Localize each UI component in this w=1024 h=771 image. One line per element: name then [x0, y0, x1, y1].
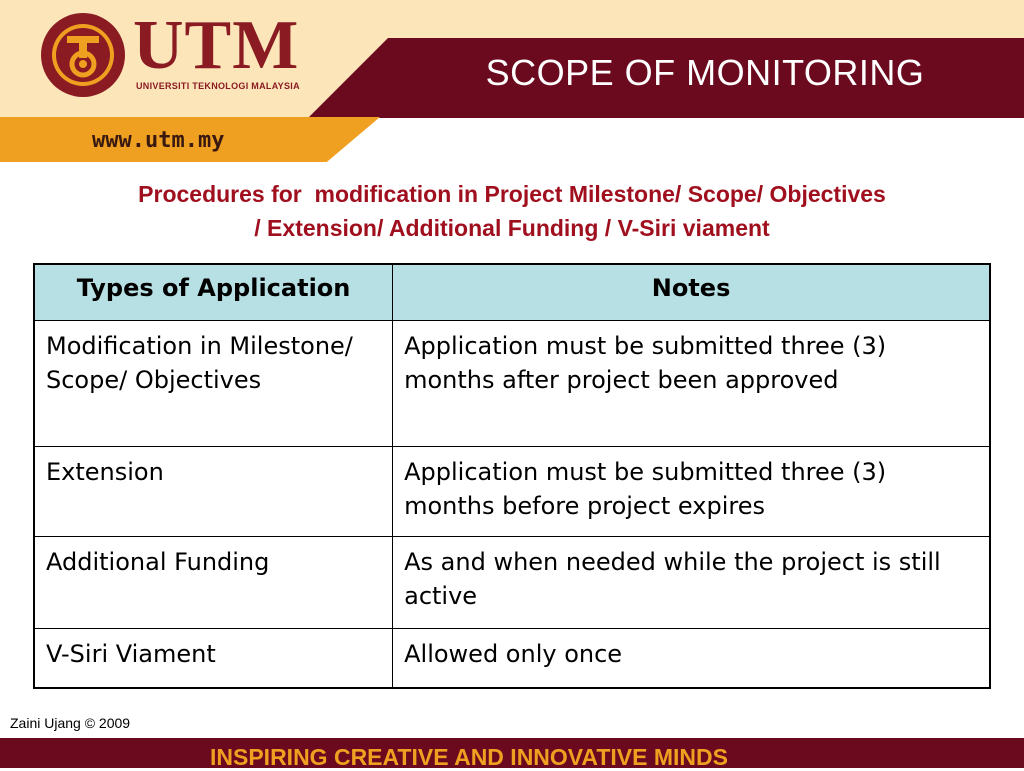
- table-row: [34, 629, 990, 688]
- procedure-heading: [30, 177, 994, 245]
- notes-cell: Application must be submitted three (3) months after project been approved: [393, 321, 990, 447]
- utm-wordmark: UTM: [133, 7, 300, 84]
- university-name: UNIVERSITI TEKNOLOGI MALAYSIA: [136, 81, 300, 91]
- author-credit: Zaini Ujang © 2009: [10, 715, 131, 731]
- table-row: [34, 537, 990, 629]
- application-type-cell: Modification in Milestone/ Scope/ Objectives: [34, 321, 393, 447]
- footer-tagline: INSPIRING CREATIVE AND INNOVATIVE MINDS: [210, 744, 728, 770]
- application-types-table: [33, 263, 991, 689]
- utm-seal-logo: [40, 12, 126, 98]
- website-url[interactable]: www.utm.my: [92, 128, 225, 153]
- notes-cell: Application must be submitted three (3) months before project expires: [393, 447, 990, 537]
- application-type-cell: Additional Funding: [34, 537, 393, 629]
- table-row: [34, 321, 990, 447]
- table-row: [34, 447, 990, 537]
- table-header-row: [34, 264, 990, 321]
- slide-title: SCOPE OF MONITORING: [485, 52, 925, 93]
- procedure-heading-line-1: Procedures for modification in Project Milestone/ Scope/ Objectives: [138, 181, 886, 207]
- column-header-types: Types of Application: [34, 264, 393, 321]
- column-header-notes: Notes: [393, 264, 990, 321]
- application-type-cell: Extension: [34, 447, 393, 537]
- notes-cell: As and when needed while the project is still active: [393, 537, 990, 629]
- application-type-cell: V-Siri Viament: [34, 629, 393, 688]
- procedure-heading-line-2: / Extension/ Additional Funding / V-Siri viament: [254, 215, 770, 241]
- notes-cell: Allowed only once: [393, 629, 990, 688]
